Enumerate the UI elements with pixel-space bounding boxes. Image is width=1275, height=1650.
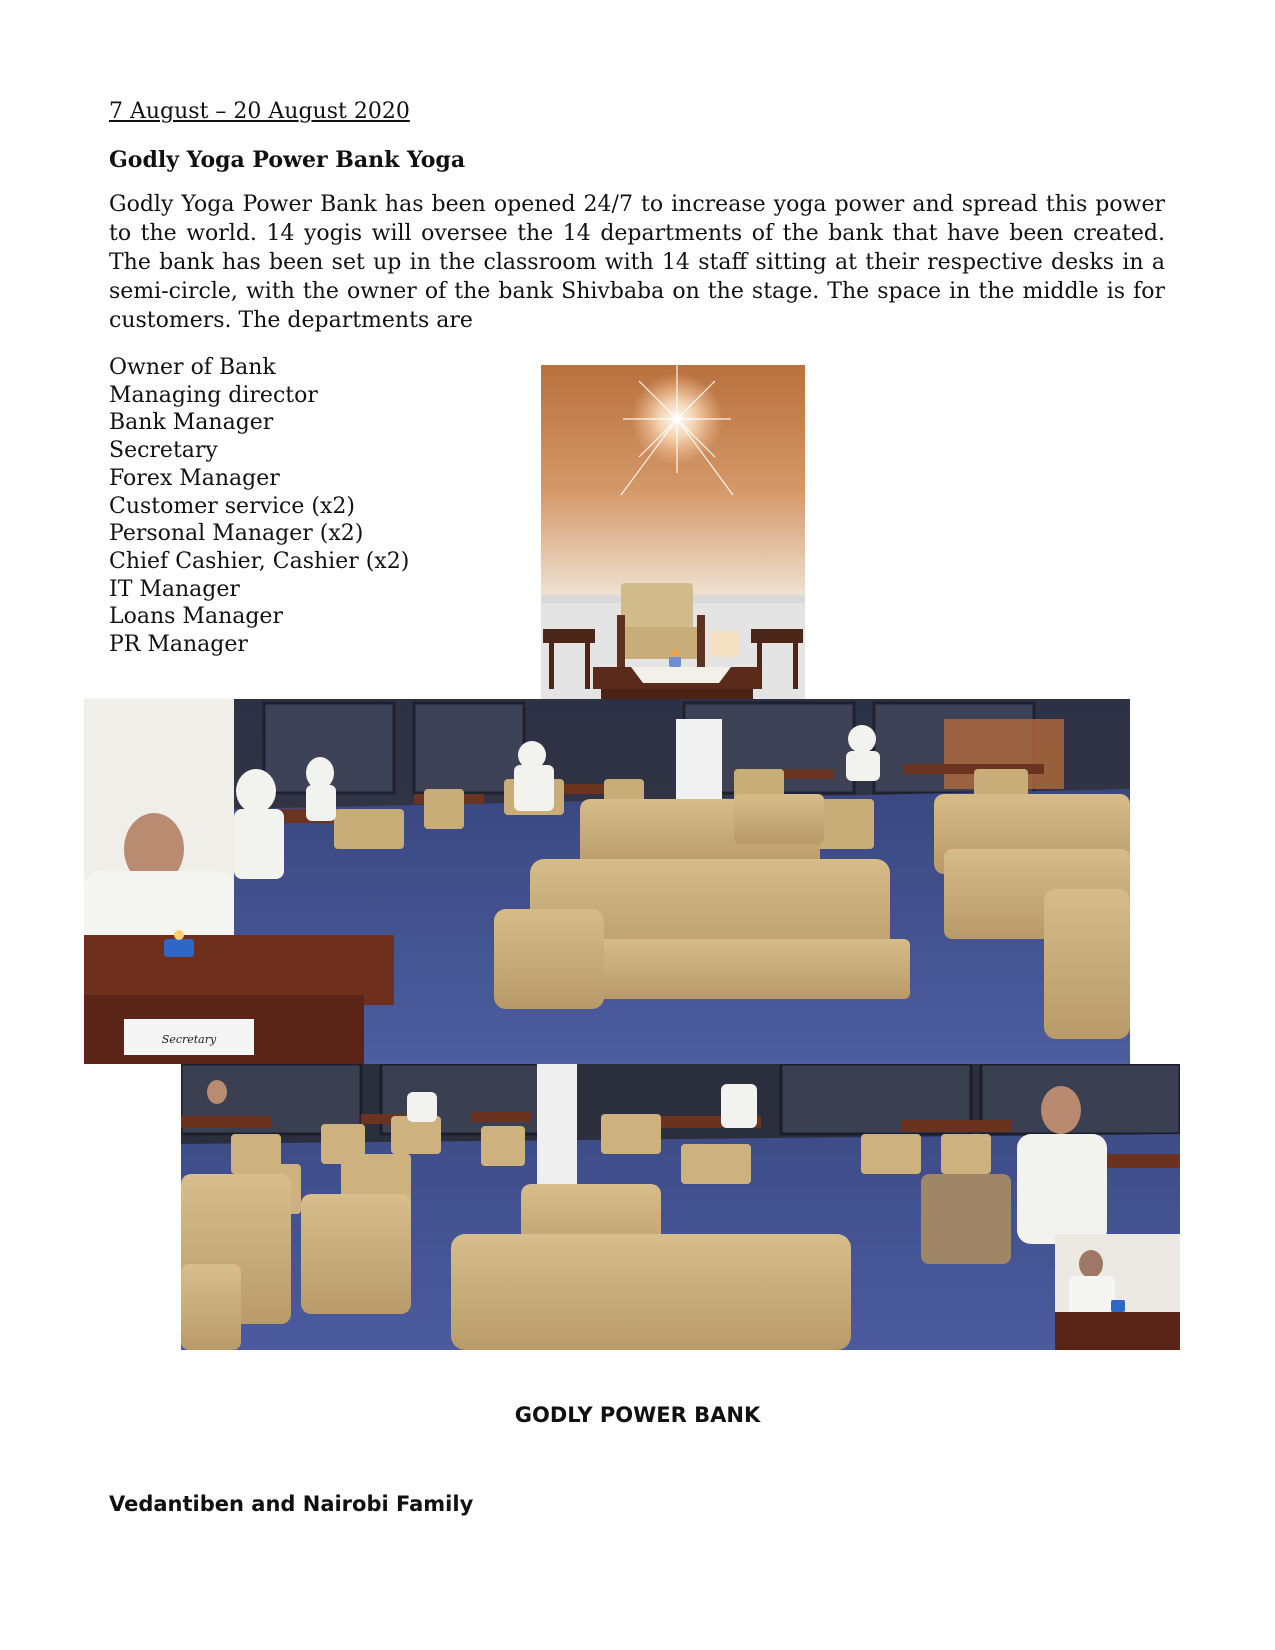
list-item: PR Manager [109, 632, 248, 658]
list-item: Chief Cashier, Cashier (x2) [109, 548, 410, 574]
article-heading: Godly Yoga Power Bank Yoga [109, 147, 466, 173]
list-item: Personal Manager (x2) [109, 521, 364, 547]
date-range: 7 August – 20 August 2020 [109, 99, 410, 124]
photo-caption: GODLY POWER BANK [514, 1403, 761, 1427]
list-item: IT Manager [109, 576, 240, 602]
stage-photo [541, 365, 805, 721]
list-item: Bank Manager [109, 410, 274, 436]
list-item: Forex Manager [109, 465, 280, 491]
list-item: Loans Manager [109, 604, 283, 630]
author-signature: Vedantiben and Nairobi Family [109, 1492, 474, 1516]
hall-photo-main [84, 699, 1130, 1064]
article-paragraph: Godly Yoga Power Bank has been opened 24/7 to increase yoga power and spread this power to the world. 14 yogis will oversee the 14 departments of the bank that have been created. The bank has been set up in the classroom with 14 staff sitting at their respective desks in a semi-circle, with the owner of the bank Shivbaba on the stage. The space in the middle is for customers. The departments are [109, 192, 1165, 333]
list-item: Owner of Bank [109, 355, 276, 380]
hall-photo-secondary [181, 1064, 1180, 1350]
list-item: Managing director [109, 382, 318, 408]
list-item: Secretary [109, 438, 218, 464]
list-item: Customer service (x2) [109, 493, 355, 519]
department-list [109, 354, 409, 659]
desk-sign-label: Secretary [161, 1033, 217, 1046]
